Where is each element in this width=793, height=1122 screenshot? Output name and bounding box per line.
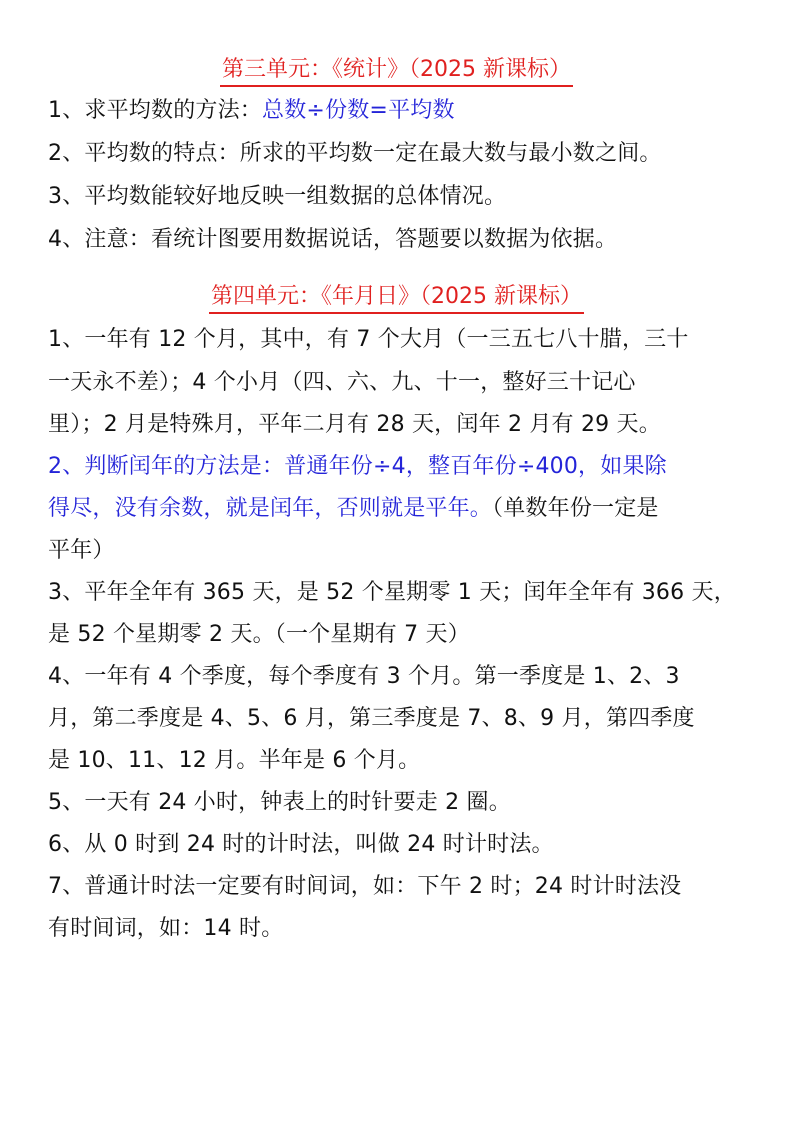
- unit3-item-1-prefix: 1、求平均数的方法：: [48, 98, 262, 123]
- unit4-item-2-line-2-note: （单数年份一定是: [492, 496, 659, 521]
- unit3-item-4: 4、注意：看统计图要用数据说话，答题要以数据为依据。: [48, 227, 618, 252]
- unit4-item-7-line-1: 7、普通计时法一定要有时间词，如：下午 2 时；24 时计时法没: [48, 874, 682, 899]
- unit4-item-4-line-1: 4、一年有 4 个季度，每个季度有 3 个月。第一季度是 1、2、3: [48, 664, 680, 689]
- unit4-title: 第四单元：《年月日》（2025 新课标）: [209, 283, 584, 314]
- unit4-item-1-line-2: 一天永不差）；4 个小月（四、六、九、十一，整好三十记心: [48, 370, 636, 395]
- unit4-item-5: 5、一天有 24 小时，钟表上的时针要走 2 圈。: [48, 790, 511, 815]
- unit3-item-1: [48, 96, 753, 126]
- unit4-item-6: 6、从 0 时到 24 时的计时法，叫做 24 时计时法。: [48, 832, 554, 857]
- unit3-heading: [0, 55, 793, 87]
- unit4-item-1-line-3: 里）；2 月是特殊月，平年二月有 28 天，闰年 2 月有 29 天。: [48, 412, 661, 437]
- unit4-item-1-line-1: 1、一年有 12 个月，其中，有 7 个大月（一三五七八十腊，三十: [48, 327, 689, 352]
- unit4-item-2-line-3: 平年）: [48, 538, 115, 563]
- unit4-item-2-line-2-blue: 得尽，没有余数，就是闰年，否则就是平年。: [48, 496, 493, 521]
- unit4-item-7-line-2: 有时间词，如：14 时。: [48, 916, 284, 941]
- unit4-item-2-line-1: 2、判断闰年的方法是：普通年份÷4，整百年份÷400，如果除: [48, 454, 667, 479]
- unit3-item-1-formula: 总数÷份数=平均数: [262, 98, 455, 123]
- unit3-item-3: 3、平均数能较好地反映一组数据的总体情况。: [48, 184, 507, 209]
- unit4-heading: [0, 282, 793, 314]
- unit4-item-3-line-2: 是 52 个星期零 2 天。（一个星期有 7 天）: [48, 622, 470, 647]
- unit4-item-3-line-1: 3、平年全年有 365 天，是 52 个星期零 1 天；闰年全年有 366 天，: [48, 580, 736, 605]
- unit4-item-4-line-2: 月，第二季度是 4、5、6 月，第三季度是 7、8、9 月，第四季度: [48, 706, 695, 731]
- unit4-item-2-line-2: [48, 494, 753, 524]
- unit3-title: 第三单元：《统计》（2025 新课标）: [220, 56, 573, 87]
- unit3-item-2: 2、平均数的特点：所求的平均数一定在最大数与最小数之间。: [48, 141, 662, 166]
- unit4-item-4-line-3: 是 10、11、12 月。半年是 6 个月。: [48, 748, 421, 773]
